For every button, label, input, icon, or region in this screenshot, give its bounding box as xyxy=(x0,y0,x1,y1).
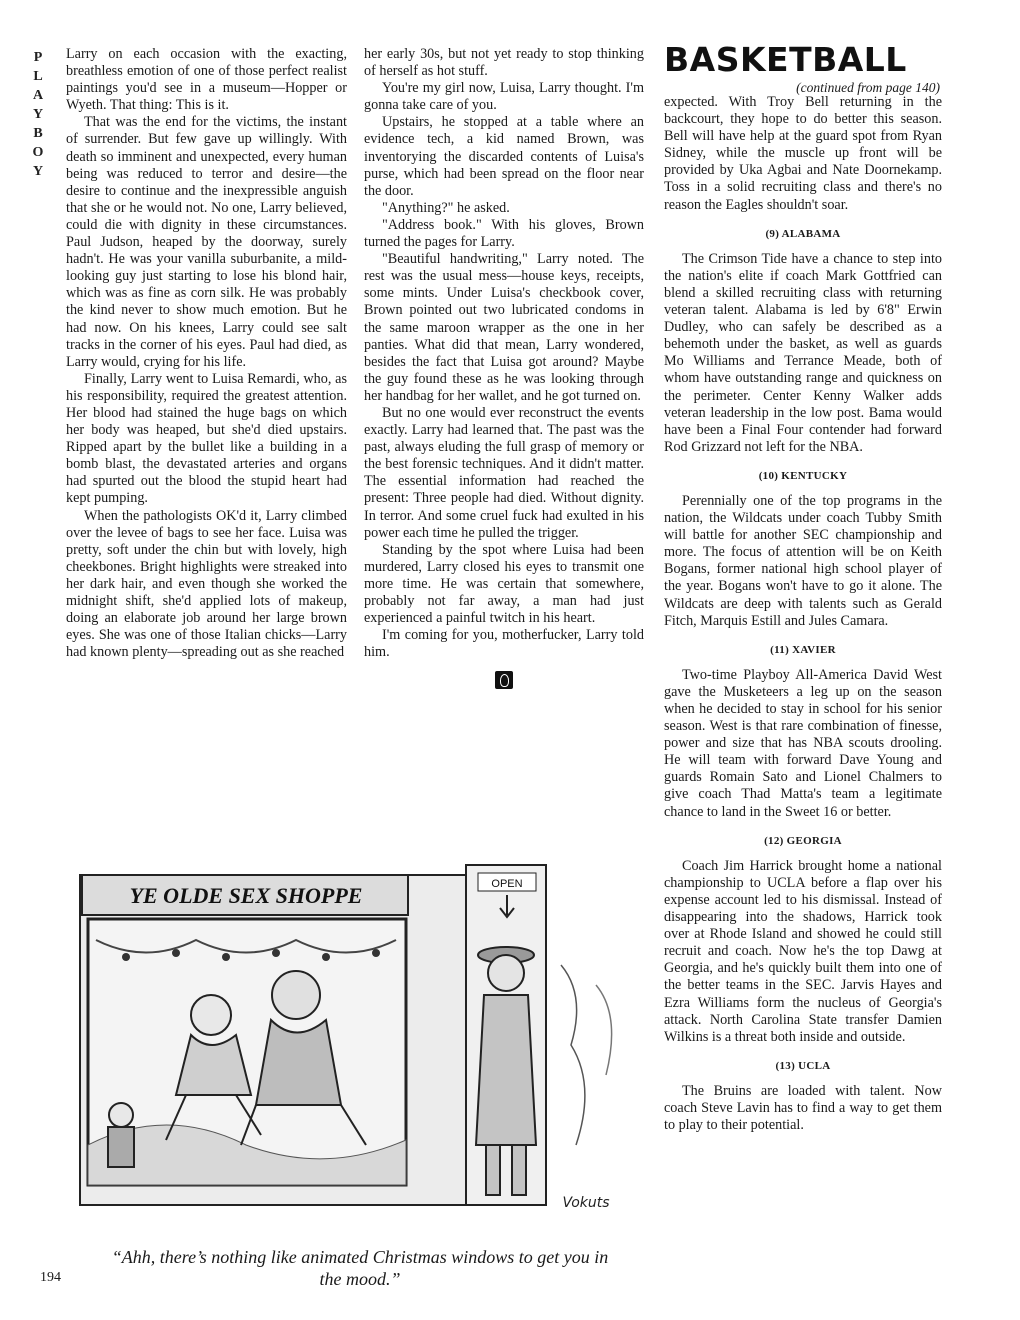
story-paragraph: You're my girl now, Luisa, Larry thought. I'm gonna take care of you. xyxy=(364,80,644,114)
story-paragraph: Larry on each occasion with the exacting, breathless emotion of one of those perfect realist paintings you'd see in a museum—Hopper or Wyeth. That thing: This is it. xyxy=(66,46,347,114)
child-figure xyxy=(108,1103,134,1167)
team-paragraph: The Bruins are loaded with talent. Now coach Steve Lavin has to find a way to get them to play to their potential. xyxy=(664,1082,942,1134)
running-head-letter: O xyxy=(32,145,44,160)
team-paragraph: Two-time Playboy All-America David West gave the Musketeers a leg up on the season when he decided to stay in school for his senior season. West is that rare combination of finesse, power and size that has NBA scouts drooling. He will team with forward Dave Young and guards Romain Sato and Lionel Chalmers to give coach Thad Matta's team a legitimate chance to land in the Sweet 16 or better. xyxy=(664,666,942,820)
basketball-intro: expected. With Troy Bell returning in the backcourt, they hope to do better this season. Bell will have help at the guard spot from Ryan Sidney, while the muscle up front will be provided by Uka Agbai and Nate Doornekamp. Toss in a solid recruiting class and there's no reason the Eagles shouldn't soar. xyxy=(664,94,942,213)
story-paragraph: But no one would ever reconstruct the events exactly. Larry had learned that. The past was the past, always eluding the full grasp of memory or the best forensic techniques. And it didn't matter. The essential information had reached the present: Three people had died. Without dignity. In terror. And some cruel fuck had exulted in his power each time he pulled the trigger. xyxy=(364,404,644,541)
team-heading: (12) GEORGIA xyxy=(764,834,842,847)
story-paragraph: When the pathologists OK'd it, Larry climbed over the levee of bags to see her face. Luisa was pretty, soft under the chin but with lovely, high cheekbones. Bright highlights were streaked into her dark hair, and even though she worked the midnight shift, she'd applied lots of makeup, doing an elaborate job around her large brown eyes. She was one of those Italian chicks—Larry had known plenty—spreading out as she reached xyxy=(66,507,347,661)
rabbit-end-mark-icon xyxy=(495,671,513,689)
artist-signature: Vokuts xyxy=(562,1195,610,1211)
story-paragraph: Upstairs, he stopped at a table where an evidence tech, a kid named Brown, was inventorying the discarded contents of Luisa's purse, which had been spread on the floor near the door. xyxy=(364,114,644,199)
running-head-letter: L xyxy=(33,69,43,84)
team-heading: (13) UCLA xyxy=(775,1059,831,1072)
section-title: BASKETBALL xyxy=(664,40,907,79)
running-head-letter: P xyxy=(33,50,43,65)
running-head-letter: Y xyxy=(32,107,44,122)
page-number: 194 xyxy=(40,1270,61,1285)
running-head-letter: B xyxy=(33,126,43,141)
story-paragraph: Standing by the spot where Luisa had been murdered, Larry closed his eyes to transmit one more time. He was certain that somewhere, probably not far away, a man had just experienced a painful twitch in his heart. xyxy=(364,541,644,627)
story-paragraph: Finally, Larry went to Luisa Remardi, who, as his responsibility, required the greatest attention. Her blood had stained the huge bags on which her body was heaped, but she'd died upstairs. Ripped apart by the bullet like a building in a bomb blast, the devastated arteries and organs had spurted out the blood the stupid heart had kept pumping. xyxy=(66,370,347,507)
story-paragraph: I'm coming for you, motherfucker, Larry told him. xyxy=(364,627,644,661)
running-head-letter: Y xyxy=(32,164,44,179)
team-paragraph: The Crimson Tide have a chance to step into the nation's elite if coach Mark Gottfried can blend a skilled recruiting class with returning veteran talent. Alabama is led by 6'8" Erwin Dudley, who can safely be described as a behemoth under the basket, as well as guards Mo Williams and Terrance Meade, both of whom have outstanding range and quickness on the perimeter. Center Kenny Walker adds veteran leadership in the low post. Bama would have been a Final Four contender had forward Rod Grizzard not left for the NBA. xyxy=(664,250,942,455)
cartoon-illustration xyxy=(66,845,646,1225)
team-paragraph: Coach Jim Harrick brought home a national championship to UCLA before a flap over his expense account led to his dismissal. Instead of disappearing into the shadows, Harrick took over at Rhode Island and showed he could still recruit and coach. Now he's the top Dawg at Georgia, and he's quickly built them into one of the better teams in the SEC. Jarvis Hayes and Ezra Williams form the nucleus of Georgia's attack. North Carolina State transfer Damien Wilkins is a threat both inside and outside. xyxy=(664,857,942,1045)
team-heading: (10) KENTUCKY xyxy=(758,469,848,482)
cartoon-caption: “Ahh, there’s nothing like animated Christmas windows to get you in the mood.” xyxy=(111,1247,609,1289)
team-heading: (9) ALABAMA xyxy=(765,227,841,240)
continued-note: (continued from page 140) xyxy=(796,80,940,95)
story-column-1 xyxy=(66,46,347,661)
team-heading: (11) XAVIER xyxy=(770,643,836,656)
story-paragraph: her early 30s, but not yet ready to stop thinking of herself as hot stuff. xyxy=(364,46,644,80)
story-paragraph: "Address book." With his gloves, Brown turned the pages for Larry. xyxy=(364,216,644,251)
story-paragraph: "Beautiful handwriting," Larry noted. The rest was the usual mess—house keys, receipts, some mints. Under Luisa's checkbook cover, Brown pointed out two lubricated condoms in the same maroon wrapper as the one in her panties. What did that mean, Larry wondered, besides the fact that Luisa got around? Maybe the guy found these as he was looking through her handbag for her wallet, and he got turned on. xyxy=(364,251,644,404)
running-head-magazine xyxy=(30,48,46,181)
team-paragraph: Perennially one of the top programs in the nation, the Wildcats under coach Tubby Smith will battle for another SEC championship and more. The focus of attention will be on Keith Bogans, former national high school player of the year. Bogans won't have to go it alone. The Wildcats are deep with talents such as Gerald Fitch, Marquis Estill and Jules Camara. xyxy=(664,492,942,629)
story-paragraph: "Anything?" he asked. xyxy=(382,199,510,216)
shop-sign-text: YE OLDE SEX SHOPPE xyxy=(129,883,363,908)
story-column-2 xyxy=(364,46,644,689)
running-head-letter: A xyxy=(32,88,44,103)
basketball-column xyxy=(664,94,942,1134)
story-paragraph: That was the end for the victims, the instant of surrender. But few gave up willingly. With death so imminent and unexpected, every human being was reduced to terror and desire—the desire to continue and the inexpressible anguish that she or he would not. No one, Larry believed, could die with dignity in these circumstances. Paul Judson, heaped by the doorway, surely hadn't. He was your vanilla suburbanite, a mild-looking guy just starting to lose his blond hair, which was as fine as corn silk. He was probably the kind never to show much emotion. But he had now. On his knees, Larry could see salt tracks in the corner of his eyes. Paul had died, as Larry would, crying for his life. xyxy=(66,114,347,370)
open-sign-text: OPEN xyxy=(491,878,523,890)
